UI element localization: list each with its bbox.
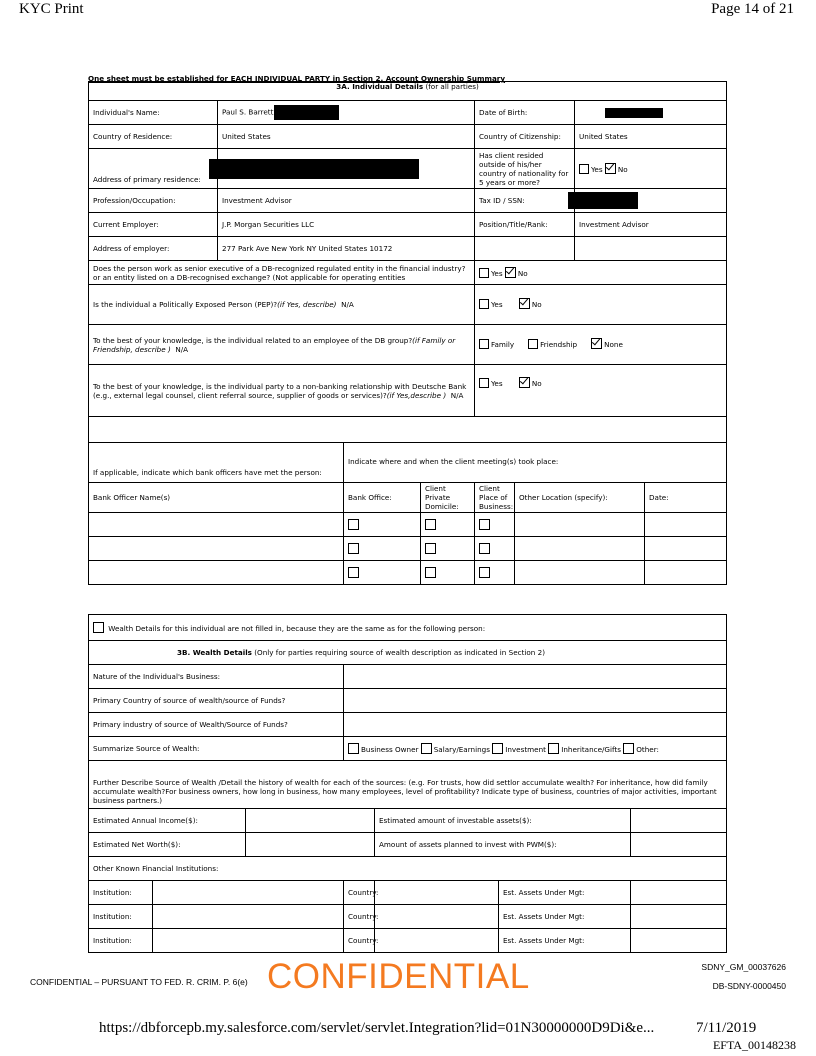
senior-exec-yes-label: Yes <box>491 269 503 278</box>
aum-label: Est. Assets Under Mgt: <box>499 929 631 953</box>
date-field[interactable] <box>645 513 727 537</box>
industry-source-field[interactable] <box>344 713 727 737</box>
other-location-field[interactable] <box>515 537 645 561</box>
pep-yes-label: Yes <box>491 300 503 309</box>
employer-value: J.P. Morgan Securities LLC <box>218 213 475 237</box>
related-answer: N/A <box>175 344 189 354</box>
name-label: Individual's Name: <box>89 101 218 125</box>
senior-exec-question: Does the person work as senior executive of a DB-recognized regulated entity in the financial industry? or an entity listed on a DB-recognised exchange? (Not applicable for operating entities <box>89 261 475 285</box>
meeting-row <box>89 513 727 537</box>
senior-exec-row <box>89 261 727 285</box>
country-label: Country: <box>344 905 375 929</box>
employer-address-row <box>89 237 727 261</box>
other-location-field[interactable] <box>515 513 645 537</box>
resided-yes-checkbox[interactable] <box>579 164 589 174</box>
country-field[interactable] <box>375 881 499 905</box>
pep-yes-checkbox[interactable] <box>479 299 489 309</box>
efta-id: EFTA_00148238 <box>712 1038 796 1052</box>
institution-label: Institution: <box>89 905 153 929</box>
sheet-instruction: One sheet must be established for EACH INDIVIDUAL PARTY in Section 2. Account Ownership Summary <box>88 74 506 83</box>
bates-id-1: SDNY_GM_00037626 <box>701 962 786 972</box>
aum-label: Est. Assets Under Mgt: <box>499 905 631 929</box>
industry-source-row <box>89 713 727 737</box>
pep-answer: N/A <box>341 300 354 309</box>
redaction-block <box>274 105 339 120</box>
col-date: Date: <box>645 483 727 513</box>
nature-field[interactable] <box>344 665 727 689</box>
resided-yes-label: Yes <box>591 165 603 174</box>
pep-no-checkbox[interactable] <box>519 298 530 309</box>
date-field[interactable] <box>645 561 727 585</box>
other-fi-row <box>89 857 727 881</box>
col-other-location: Other Location (specify): <box>515 483 645 513</box>
nonbank-no-label: No <box>531 379 542 388</box>
nonbank-no-checkbox[interactable] <box>519 377 530 388</box>
citizenship-label: Country of Citizenship: <box>475 125 575 149</box>
country-field[interactable] <box>375 929 499 953</box>
salary-checkbox[interactable] <box>421 743 432 754</box>
meeting-header-row <box>89 443 727 483</box>
section-a-title-row <box>89 82 727 101</box>
bank-office-checkbox[interactable] <box>348 543 359 554</box>
institution-row <box>89 905 727 929</box>
officer-name-field[interactable] <box>89 513 344 537</box>
industry-source-label: Primary industry of source of Wealth/Source of Funds? <box>89 713 344 737</box>
individual-details-table <box>88 81 727 585</box>
pep-row <box>89 285 727 325</box>
business-checkbox[interactable] <box>479 519 490 530</box>
wealth-details-table <box>88 614 727 953</box>
other-source-checkbox[interactable] <box>623 743 634 754</box>
meeting-row <box>89 561 727 585</box>
country-field[interactable] <box>375 905 499 929</box>
senior-exec-no-label: No <box>517 269 528 278</box>
employer-label: Current Employer: <box>89 213 218 237</box>
date-field[interactable] <box>645 537 727 561</box>
aum-field[interactable] <box>631 881 727 905</box>
pep-note: (if Yes, describe) <box>277 300 337 309</box>
employer-address-label: Address of employer: <box>89 237 218 261</box>
source-option: Other: <box>636 745 659 754</box>
net-worth-row <box>89 833 727 857</box>
confidential-notice: CONFIDENTIAL – PURSUANT TO FED. R. CRIM. P. 6(e) <box>30 977 248 987</box>
country-source-field[interactable] <box>344 689 727 713</box>
bank-office-checkbox[interactable] <box>348 519 359 530</box>
nonbank-row <box>89 365 727 417</box>
print-url: https://dbforcepb.my.salesforce.com/servlet/servlet.Integration?lid=01N30000000D9Di&e... <box>99 1020 655 1036</box>
nature-row <box>89 665 727 689</box>
country-source-row <box>89 689 727 713</box>
domicile-checkbox[interactable] <box>425 567 436 578</box>
friendship-label: Friendship <box>540 340 578 349</box>
institution-field[interactable] <box>153 881 344 905</box>
section-b-title-note: (Only for parties requiring source of wealth description as indicated in Section 2) <box>251 648 546 657</box>
bates-id-2: DB-SDNY-0000450 <box>712 981 786 991</box>
related-question: To the best of your knowledge, is the individual related to an employee of the DB group? <box>93 335 413 345</box>
institution-field[interactable] <box>153 929 344 953</box>
section-a-title-note: (for all parties) <box>423 82 479 91</box>
related-note: (if Family or Friendship, describe ) <box>93 335 456 354</box>
source-option: Investment <box>505 745 546 754</box>
other-fi-label: Other Known Financial Institutions: <box>89 857 727 881</box>
country-label: Country: <box>344 929 375 953</box>
pep-question: Is the individual a Politically Exposed Person (PEP)? <box>93 300 278 309</box>
business-checkbox[interactable] <box>479 543 490 554</box>
nonbank-answer: N/A <box>450 390 464 400</box>
family-checkbox[interactable] <box>479 339 489 349</box>
resided-no-label: No <box>617 165 628 174</box>
resided-no-checkbox[interactable] <box>605 163 616 174</box>
confidential-stamp: CONFIDENTIAL <box>267 957 530 996</box>
print-header-title: KYC Print <box>19 1 84 17</box>
nonbank-note: (if Yes,describe ) <box>386 390 447 400</box>
dob-redaction <box>605 108 663 118</box>
institution-label: Institution: <box>89 929 153 953</box>
resided-outside-question: Has client resided outside of his/her country of nationality for 5 years or more? <box>475 149 575 189</box>
employer-row <box>89 213 727 237</box>
domicile-checkbox[interactable] <box>425 543 436 554</box>
institution-row <box>89 929 727 953</box>
annual-income-field[interactable] <box>246 809 375 833</box>
aum-label: Est. Assets Under Mgt: <box>499 881 631 905</box>
summarize-label: Summarize Source of Wealth: <box>89 737 344 761</box>
domicile-checkbox[interactable] <box>425 519 436 530</box>
dob-label: Date of Birth: <box>475 101 575 125</box>
employer-address-value: 277 Park Ave New York NY United States 10172 <box>218 237 475 261</box>
income-row <box>89 809 727 833</box>
investable-field[interactable] <box>631 809 727 833</box>
address-row <box>89 149 727 189</box>
profession-label: Profession/Occupation: <box>89 189 218 213</box>
profession-row <box>89 189 727 213</box>
none-checkbox[interactable] <box>591 338 602 349</box>
same-as-checkbox[interactable] <box>93 622 104 633</box>
net-worth-field[interactable] <box>246 833 375 857</box>
further-describe-row <box>89 761 727 809</box>
meeting-columns-row <box>89 483 727 513</box>
officer-name-field[interactable] <box>89 537 344 561</box>
further-describe-text: Further Describe Source of Wealth /Detail the history of wealth for each of the sources: (e.g. For trusts, how did settlor accumulate wealth? For inheritance, how did family accumulate wealth?For business owners, how long in business, how many employees, level of profitability? Indicate type of business, countries of major activities, important business partners.) <box>89 761 727 809</box>
nonbank-yes-label: Yes <box>491 379 503 388</box>
meeting-row <box>89 537 727 561</box>
investable-label: Estimated amount of investable assets($): <box>375 809 631 833</box>
tax-label: Tax ID / SSN: <box>475 189 575 213</box>
profession-value: Investment Advisor <box>218 189 475 213</box>
pwm-field[interactable] <box>631 833 727 857</box>
name-row <box>89 101 727 125</box>
family-label: Family <box>491 340 515 349</box>
col-client-business: Client Place of Business: <box>475 483 515 513</box>
business-owner-checkbox[interactable] <box>348 743 359 754</box>
position-label: Position/Title/Rank: <box>475 213 575 237</box>
friendship-checkbox[interactable] <box>528 339 538 349</box>
pwm-label: Amount of assets planned to invest with PWM($): <box>375 833 631 857</box>
country-label: Country: <box>344 881 375 905</box>
citizenship-value: United States <box>575 125 727 149</box>
name-value: Paul S. Barrett <box>222 107 274 117</box>
col-bank-office: Bank Office: <box>344 483 421 513</box>
nonbank-yes-checkbox[interactable] <box>479 378 489 388</box>
aum-field[interactable] <box>631 929 727 953</box>
institution-label: Institution: <box>89 881 153 905</box>
country-source-label: Primary Country of source of wealth/source of Funds? <box>89 689 344 713</box>
section-a-title: 3A. Individual Details <box>336 82 424 91</box>
section-b-title: 3B. Wealth Details <box>177 648 252 657</box>
institution-row <box>89 881 727 905</box>
section-b-title-row <box>89 641 727 665</box>
business-checkbox[interactable] <box>479 567 490 578</box>
source-option: Business Owner <box>361 745 419 754</box>
nonbank-question: To the best of your knowledge, is the individual party to a non-banking relationship with Deutsche Bank (e.g., external legal counsel, client referral source, supplier of goods or services)? <box>93 381 467 400</box>
page-number: Page 14 of 21 <box>711 1 794 17</box>
col-client-domicile: Client Private Domicile: <box>421 483 475 513</box>
tax-redaction <box>568 192 638 209</box>
print-date: 7/11/2019 <box>696 1020 757 1036</box>
aum-field[interactable] <box>631 905 727 929</box>
pep-no-label: No <box>531 300 542 309</box>
position-value: Investment Advisor <box>575 213 727 237</box>
officers-met-question: If applicable, indicate which bank officers have met the person: <box>89 443 344 483</box>
col-officer-name: Bank Officer Name(s) <box>89 483 344 513</box>
inheritance-checkbox[interactable] <box>548 743 559 754</box>
bank-office-checkbox[interactable] <box>348 567 359 578</box>
investment-checkbox[interactable] <box>492 743 503 754</box>
officer-name-field[interactable] <box>89 561 344 585</box>
residence-label: Country of Residence: <box>89 125 218 149</box>
residence-row <box>89 125 727 149</box>
institution-field[interactable] <box>153 905 344 929</box>
source-option: Salary/Earnings <box>433 745 490 754</box>
annual-income-label: Estimated Annual Income($): <box>89 809 246 833</box>
residence-value: United States <box>218 125 475 149</box>
related-row <box>89 325 727 365</box>
bates-ids <box>701 958 786 996</box>
senior-exec-no-checkbox[interactable] <box>505 267 516 278</box>
summarize-row <box>89 737 727 761</box>
spacer-row <box>89 417 727 443</box>
meeting-location-question: Indicate where and when the client meeting(s) took place: <box>344 443 727 483</box>
none-label: None <box>604 340 623 349</box>
same-as-row <box>89 615 727 641</box>
nature-label: Nature of the Individual's Business: <box>89 665 344 689</box>
other-location-field[interactable] <box>515 561 645 585</box>
source-option: Inheritance/Gifts <box>561 745 621 754</box>
same-as-note: Wealth Details for this individual are not filled in, because they are the same as for the following person: <box>108 624 486 633</box>
address-redaction <box>209 159 419 179</box>
address-label: Address of primary residence: <box>89 149 218 189</box>
senior-exec-yes-checkbox[interactable] <box>479 268 489 278</box>
net-worth-label: Estimated Net Worth($): <box>89 833 246 857</box>
